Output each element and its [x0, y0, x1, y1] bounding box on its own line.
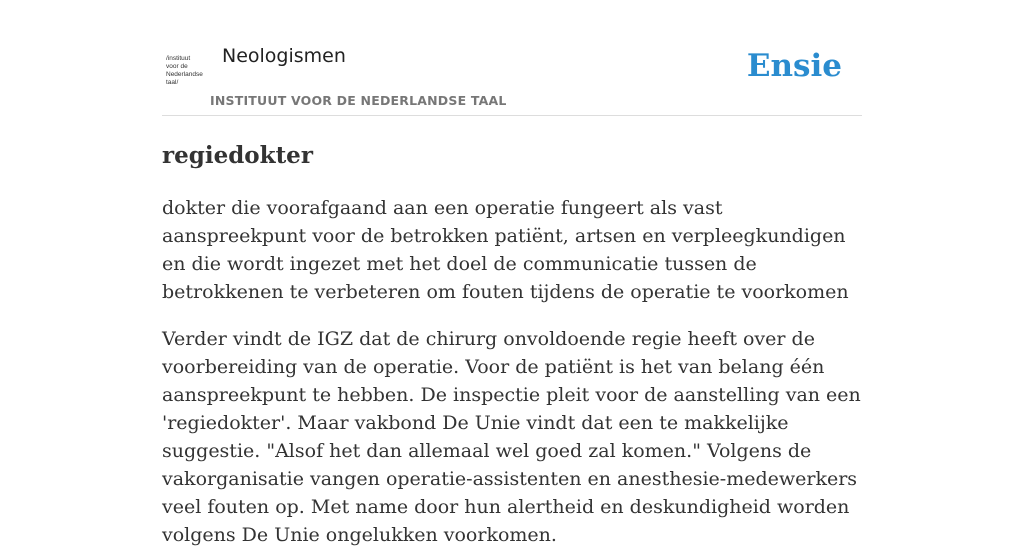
ivdnt-logo[interactable] — [166, 55, 208, 91]
entry-term: regiedokter — [162, 142, 313, 169]
logo-line: /instituut — [166, 55, 191, 62]
entry-definition: dokter die voorafgaand aan een operatie fungeert als vast aanspreekpunt voor de betrokken patiënt, artsen en verpleegkundigen en die wordt ingezet met het doel de communicatie tussen de betrokkenen te verbeteren om fouten tijdens de operatie te voorkomen — [162, 197, 849, 303]
entry-citation: Verder vindt de IGZ dat de chirurg onvoldoende regie heeft over de voorbereiding van de operatie. Voor de patiënt is het van belang één aanspreekpunt te hebben. De inspectie pleit voor de aanstelling van een 'regiedokter'. Maar vakbond De Unie vindt dat een te makkelijke suggestie. "Alsof het dan allemaal wel goed zal komen." Volgens de vakorganisatie vangen operatie-assistenten en anesthesie-medewerkers veel fouten op. Met name door hun alertheid en deskundigheid worden volgens De Unie ongelukken voorkomen. — [162, 328, 861, 546]
ensie-logo[interactable]: Ensie — [746, 48, 842, 84]
logo-line: voor de — [166, 63, 188, 70]
logo-line: Nederlandse — [166, 71, 203, 78]
content-container — [162, 0, 862, 549]
source-title[interactable]: Neologismen — [222, 45, 346, 67]
header — [162, 0, 862, 116]
logo-line: taal/ — [166, 79, 179, 86]
source-subtitle: INSTITUUT VOOR DE NEDERLANDSE TAAL — [210, 93, 507, 108]
